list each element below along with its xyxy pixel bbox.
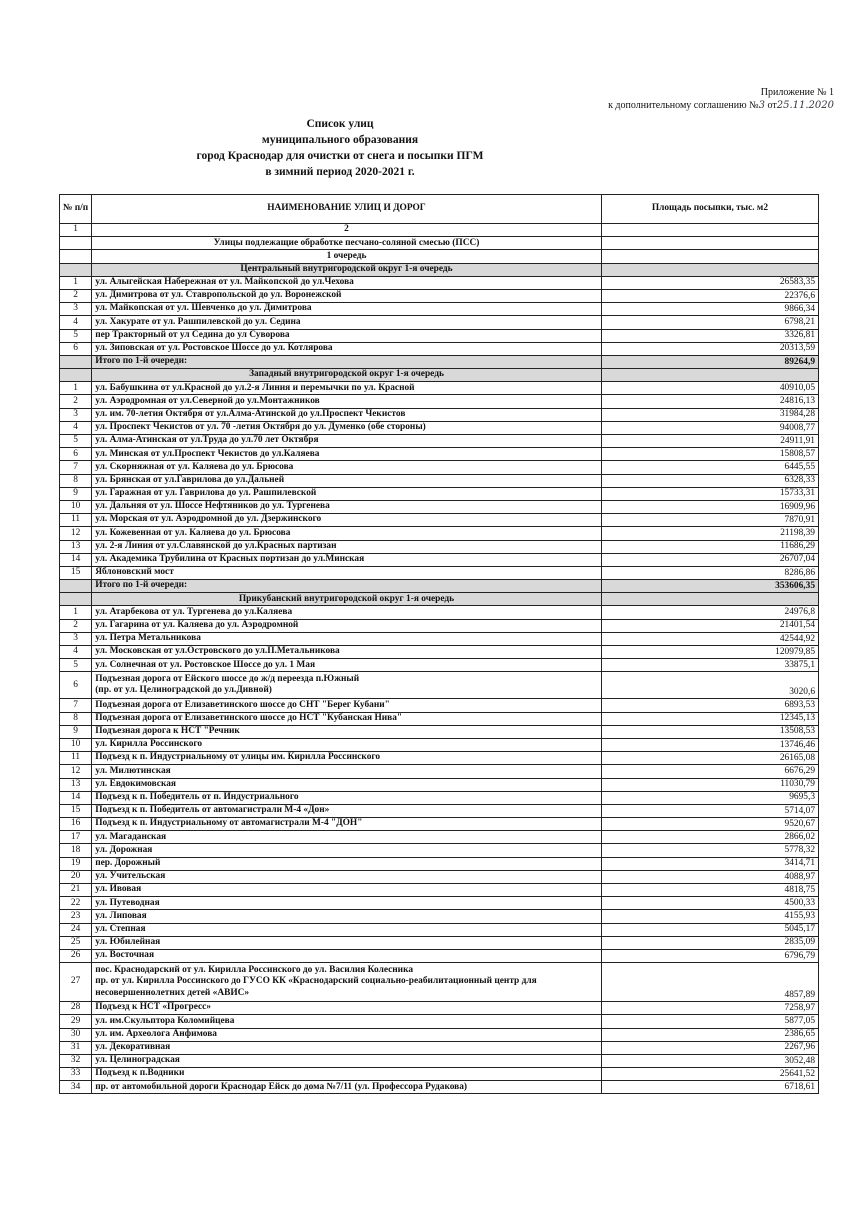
table-row (60, 435, 819, 448)
table-row (60, 1054, 819, 1067)
section-title: Улицы подлежащие обработке песчано-соляной смесью (ПСС) (92, 237, 602, 250)
street-name: пер Тракторный от ул Седина до ул Суворова (92, 329, 602, 342)
row-number: 6 (60, 342, 92, 355)
street-name: ул. Майкопская от ул. Шевченко до ул. Димитрова (92, 303, 602, 316)
street-name: ул. Кирилла Россинского (92, 738, 602, 751)
row-number: 12 (60, 765, 92, 778)
area-value: 3020,6 (601, 672, 818, 699)
area-value: 21198,39 (601, 527, 818, 540)
area-value: 6445,55 (601, 461, 818, 474)
row-number: 1 (60, 276, 92, 289)
row-number: 5 (60, 435, 92, 448)
area-value: 6328,33 (601, 474, 818, 487)
row-number: 10 (60, 500, 92, 513)
table-row (60, 1028, 819, 1041)
table-row (60, 870, 819, 883)
annex-title: Приложение № 1 (760, 87, 834, 98)
area-value: 9520,67 (601, 818, 818, 831)
total-label: Итого по 1-й очереди: (92, 355, 602, 368)
annex-date: 25.11.2020 (776, 100, 834, 111)
row-number: 18 (60, 844, 92, 857)
street-name: ул. им. Археолога Анфимова (92, 1028, 602, 1041)
row-number: 15 (60, 566, 92, 579)
annex-agreement-prefix: к дополнительному соглашению № (608, 100, 759, 111)
table-row (60, 276, 819, 289)
row-number: 6 (60, 672, 92, 699)
area-value: 2267,96 (601, 1041, 818, 1054)
area-value: 31984,28 (601, 408, 818, 421)
row-number: 29 (60, 1015, 92, 1028)
street-name: ул. Степная (92, 923, 602, 936)
row-number: 7 (60, 461, 92, 474)
area-value: 24911,91 (601, 435, 818, 448)
empty-cell (60, 580, 92, 593)
street-name: ул. Солнечная от ул. Ростовское Шоссе до ул. 1 Мая (92, 659, 602, 672)
empty-cell (601, 237, 818, 250)
table-row (60, 421, 819, 434)
street-name: Подъезд к п. Победитель от автомагистрали М-4 «Дон» (92, 804, 602, 817)
area-value: 120979,85 (601, 646, 818, 659)
row-number: 11 (60, 752, 92, 765)
street-name: ул. Проспект Чекистов от ул. 70 -летия Октября до ул. Думенко (обе стороны) (92, 421, 602, 434)
area-value: 11030,79 (601, 778, 818, 791)
street-name: ул. Учительская (92, 870, 602, 883)
table-row (60, 461, 819, 474)
row-number: 34 (60, 1081, 92, 1094)
street-name: Подъезная дорога от Елизаветинского шоссе до НСТ "Кубанская Нива" (92, 712, 602, 725)
row-number: 8 (60, 712, 92, 725)
table-row (60, 791, 819, 804)
area-value: 6893,53 (601, 699, 818, 712)
table-row (60, 949, 819, 962)
area-value: 6676,29 (601, 765, 818, 778)
row-number: 10 (60, 738, 92, 751)
table-row (60, 632, 819, 645)
section-row (60, 237, 819, 250)
street-name: ул. Брянская от ул.Гаврилова до ул.Дальней (92, 474, 602, 487)
header-num: № п/п (60, 195, 92, 224)
table-row (60, 738, 819, 751)
total-label: Итого по 1-й очереди: (92, 580, 602, 593)
row-number: 4 (60, 421, 92, 434)
row-number: 22 (60, 897, 92, 910)
area-value: 4818,75 (601, 884, 818, 897)
table-row (60, 566, 819, 579)
area-value: 16909,96 (601, 500, 818, 513)
empty-cell (601, 369, 818, 382)
row-number: 31 (60, 1041, 92, 1054)
area-value: 24976,8 (601, 606, 818, 619)
row-number: 3 (60, 632, 92, 645)
table-row (60, 699, 819, 712)
table-row (60, 752, 819, 765)
district-name: Центральный внутригородской округ 1-я очередь (92, 263, 602, 276)
annex-note (608, 86, 834, 112)
streets-table-body (60, 195, 819, 1094)
area-value: 33875,1 (601, 659, 818, 672)
empty-cell (60, 369, 92, 382)
table-row (60, 884, 819, 897)
empty-cell (601, 263, 818, 276)
title-line: в зимний период 2020-2021 г. (265, 166, 415, 178)
table-row (60, 1081, 819, 1094)
area-value: 6718,61 (601, 1081, 818, 1094)
table-row (60, 553, 819, 566)
area-value: 9866,34 (601, 303, 818, 316)
table-row (60, 672, 819, 699)
row-number: 2 (60, 395, 92, 408)
table-row (60, 910, 819, 923)
row-number: 3 (60, 303, 92, 316)
street-name: ул. Гагарина от ул. Каляева до ул. Аэродромной (92, 619, 602, 632)
table-row (60, 540, 819, 553)
table-row (60, 514, 819, 527)
street-name: ул. Целиноградская (92, 1054, 602, 1067)
empty-cell (601, 250, 818, 263)
table-row (60, 395, 819, 408)
queue-title: 1 очередь (92, 250, 602, 263)
area-value: 12345,13 (601, 712, 818, 725)
street-name: ул. Алма-Атинская от ул.Труда до ул.70 лет Октября (92, 435, 602, 448)
street-name: ул. Скорняжная от ул. Каляева до ул. Брюсова (92, 461, 602, 474)
area-value: 3052,48 (601, 1054, 818, 1067)
row-number: 21 (60, 884, 92, 897)
street-name: ул. Петра Метальникова (92, 632, 602, 645)
street-name: ул. им.Скульптора Коломийцева (92, 1015, 602, 1028)
table-row (60, 382, 819, 395)
row-number: 28 (60, 1002, 92, 1015)
row-number: 4 (60, 316, 92, 329)
street-name: Подъезд к п. Индустриальному от улицы им. Кирилла Россинского (92, 752, 602, 765)
area-value: 22376,6 (601, 289, 818, 302)
area-value: 6796,79 (601, 949, 818, 962)
table-row (60, 646, 819, 659)
table-row (60, 659, 819, 672)
table-row (60, 606, 819, 619)
column-number: 2 (92, 224, 602, 237)
table-header-row (60, 195, 819, 224)
street-name: ул. Евдокимовская (92, 778, 602, 791)
area-value: 4155,93 (601, 910, 818, 923)
area-value: 21401,54 (601, 619, 818, 632)
table-row (60, 487, 819, 500)
row-number: 26 (60, 949, 92, 962)
row-number: 23 (60, 910, 92, 923)
street-name: Подъезд к п. Победитель от п. Индустриального (92, 791, 602, 804)
row-number: 30 (60, 1028, 92, 1041)
area-value: 5714,07 (601, 804, 818, 817)
street-name: ул. Милютинская (92, 765, 602, 778)
area-value: 5045,17 (601, 923, 818, 936)
area-value: 40910,05 (601, 382, 818, 395)
table-row (60, 712, 819, 725)
annex-agreement (608, 99, 834, 112)
street-name: Подъезд к п. Индустриальному от автомагистрали М-4 "ДОН" (92, 818, 602, 831)
street-name: ул. Гаражная от ул. Гаврилова до ул. Рашпилевской (92, 487, 602, 500)
area-value: 4500,33 (601, 897, 818, 910)
table-row (60, 844, 819, 857)
column-number-row (60, 224, 819, 237)
street-name: Яблоновский мост (92, 566, 602, 579)
empty-cell (60, 263, 92, 276)
area-value: 3326,81 (601, 329, 818, 342)
row-number: 14 (60, 553, 92, 566)
area-value: 2866,02 (601, 831, 818, 844)
area-value: 25641,52 (601, 1068, 818, 1081)
street-name: ул. Липовая (92, 910, 602, 923)
area-value: 2386,65 (601, 1028, 818, 1041)
table-row (60, 500, 819, 513)
row-number: 5 (60, 329, 92, 342)
street-name: ул. Морская от ул. Аэродромной до ул. Дзержинского (92, 514, 602, 527)
table-row (60, 1041, 819, 1054)
area-value: 20313,59 (601, 342, 818, 355)
row-number: 4 (60, 646, 92, 659)
street-name: ул. Восточная (92, 949, 602, 962)
row-number: 7 (60, 699, 92, 712)
area-value: 7258,97 (601, 1002, 818, 1015)
table-row (60, 1002, 819, 1015)
area-value: 3414,71 (601, 857, 818, 870)
street-name: ул. Димитрова от ул. Ставропольской до ул. Воронежской (92, 289, 602, 302)
table-row (60, 857, 819, 870)
row-number: 16 (60, 818, 92, 831)
table-row (60, 936, 819, 949)
empty-cell (60, 250, 92, 263)
area-value: 13746,46 (601, 738, 818, 751)
street-name: ул. Бабушкина от ул.Красной до ул.2-я Линия и перемычки по ул. Красной (92, 382, 602, 395)
area-value: 11686,29 (601, 540, 818, 553)
street-name: ул. Минская от ул.Проспект Чекистов до ул.Каляева (92, 448, 602, 461)
street-name: пос. Краснодарский от ул. Кирилла Россинского до ул. Василия Колесника пр. от ул. Кирилла Россинского до ГУСО КК «Краснодарский социально-реабилитационный центр для несовершеннолетних детей «АВИС» (92, 963, 602, 1002)
district-name: Прикубанский внутригородской округ 1-я очередь (92, 593, 602, 606)
row-number: 15 (60, 804, 92, 817)
street-name: ул. Хакурате от ул. Рашпилевской до ул. Седина (92, 316, 602, 329)
street-name: Подъезд к НСТ «Прогресс» (92, 1002, 602, 1015)
row-number: 1 (60, 382, 92, 395)
street-name: ул. Юбилейная (92, 936, 602, 949)
street-name: ул. им. 70-летия Октября от ул.Алма-Атинской до ул.Проспект Чекистов (92, 408, 602, 421)
area-value: 5778,32 (601, 844, 818, 857)
row-number: 11 (60, 514, 92, 527)
area-value: 42544,92 (601, 632, 818, 645)
street-name: ул. Московская от ул.Островского до ул.П.Метальникова (92, 646, 602, 659)
row-number: 12 (60, 527, 92, 540)
street-name: Подъезная дорога к НСТ "Речник (92, 725, 602, 738)
annex-number: 3 (758, 100, 765, 111)
street-name: пер. Дорожный (92, 857, 602, 870)
street-name: ул. Дорожная (92, 844, 602, 857)
area-value: 5877,05 (601, 1015, 818, 1028)
total-row (60, 355, 819, 368)
area-value: 4857,89 (601, 963, 818, 1002)
street-name: ул. Академика Трубилина от Красных портизан до ул.Минская (92, 553, 602, 566)
title-line: Список улиц (306, 118, 374, 130)
street-name: ул. 2-я Линия от ул.Славянской до ул.Красных партизан (92, 540, 602, 553)
empty-cell (60, 355, 92, 368)
row-number: 27 (60, 963, 92, 1002)
area-value: 6798,21 (601, 316, 818, 329)
area-value: 4088,97 (601, 870, 818, 883)
street-name: ул. Алыгейская Набережная от ул. Майкопской до ул.Чехова (92, 276, 602, 289)
table-row (60, 448, 819, 461)
column-number (601, 224, 818, 237)
title-line: город Краснодар для очистки от снега и посыпки ПГМ (196, 150, 484, 162)
district-name: Западный внутригородской округ 1-я очередь (92, 369, 602, 382)
area-value: 13508,53 (601, 725, 818, 738)
row-number: 8 (60, 474, 92, 487)
table-row (60, 527, 819, 540)
area-value: 24816,13 (601, 395, 818, 408)
area-value: 8286,86 (601, 566, 818, 579)
row-number: 5 (60, 659, 92, 672)
area-value: 26583,35 (601, 276, 818, 289)
street-name: ул. Путеводная (92, 897, 602, 910)
table-row (60, 923, 819, 936)
street-name: Подъезная дорога от Ейского шоссе до ж/д переезда п.Южный (пр. от ул. Целиноградской до ул.Дивной) (92, 672, 602, 699)
table-row (60, 289, 819, 302)
area-value: 26165,08 (601, 752, 818, 765)
area-value: 94008,77 (601, 421, 818, 434)
row-number: 6 (60, 448, 92, 461)
table-row (60, 329, 819, 342)
table-row (60, 316, 819, 329)
street-name: ул. Аэродромная от ул.Северной до ул.Монтажников (92, 395, 602, 408)
table-row (60, 725, 819, 738)
table-row (60, 963, 819, 1002)
table-row (60, 1015, 819, 1028)
table-row (60, 303, 819, 316)
table-row (60, 778, 819, 791)
street-name: ул. Атарбекова от ул. Тургенева до ул.Каляева (92, 606, 602, 619)
area-value: 15808,57 (601, 448, 818, 461)
row-number: 13 (60, 778, 92, 791)
table-row (60, 765, 819, 778)
table-row (60, 897, 819, 910)
row-number: 17 (60, 831, 92, 844)
row-number: 19 (60, 857, 92, 870)
row-number: 33 (60, 1068, 92, 1081)
empty-cell (60, 237, 92, 250)
row-number: 14 (60, 791, 92, 804)
total-value: 353606,35 (601, 580, 818, 593)
title-line: муниципального образования (261, 134, 419, 146)
street-name: Подъезная дорога от Елизаветинского шоссе до СНТ "Берег Кубани" (92, 699, 602, 712)
header-name: НАИМЕНОВАНИЕ УЛИЦ И ДОРОГ (92, 195, 602, 224)
district-header-row (60, 369, 819, 382)
streets-table (59, 194, 819, 1094)
row-number: 32 (60, 1054, 92, 1067)
area-value: 26707,04 (601, 553, 818, 566)
row-number: 24 (60, 923, 92, 936)
street-name: ул. Магаданская (92, 831, 602, 844)
table-row (60, 342, 819, 355)
table-row (60, 831, 819, 844)
area-value: 7870,91 (601, 514, 818, 527)
street-name: пр. от автомобильной дороги Краснодар Ейск до дома №7/11 (ул. Профессора Рудакова) (92, 1081, 602, 1094)
empty-cell (60, 593, 92, 606)
table-row (60, 619, 819, 632)
street-name: ул. Декоративная (92, 1041, 602, 1054)
row-number: 9 (60, 487, 92, 500)
document-title (150, 116, 530, 180)
street-name: ул. Дальняя от ул. Шоссе Нефтяников до ул. Тургенева (92, 500, 602, 513)
column-number: 1 (60, 224, 92, 237)
row-number: 3 (60, 408, 92, 421)
table-row (60, 408, 819, 421)
row-number: 1 (60, 606, 92, 619)
area-value: 9695,3 (601, 791, 818, 804)
area-value: 15733,31 (601, 487, 818, 500)
table-row (60, 804, 819, 817)
table-row (60, 818, 819, 831)
street-name: Подъезд к п.Водники (92, 1068, 602, 1081)
empty-cell (601, 593, 818, 606)
street-name: ул. Ивовая (92, 884, 602, 897)
table-row (60, 1068, 819, 1081)
annex-from: от (767, 100, 777, 111)
queue-row (60, 250, 819, 263)
row-number: 2 (60, 289, 92, 302)
header-area: Площадь посыпки, тыс. м2 (601, 195, 818, 224)
area-value: 2835,09 (601, 936, 818, 949)
row-number: 2 (60, 619, 92, 632)
row-number: 13 (60, 540, 92, 553)
table-row (60, 474, 819, 487)
row-number: 20 (60, 870, 92, 883)
district-header-row (60, 263, 819, 276)
row-number: 9 (60, 725, 92, 738)
district-header-row (60, 593, 819, 606)
total-value: 89264,9 (601, 355, 818, 368)
street-name: ул. Кожевенная от ул. Каляева до ул. Брюсова (92, 527, 602, 540)
row-number: 25 (60, 936, 92, 949)
total-row (60, 580, 819, 593)
street-name: ул. Зиповская от ул. Ростовское Шоссе до ул. Котлярова (92, 342, 602, 355)
